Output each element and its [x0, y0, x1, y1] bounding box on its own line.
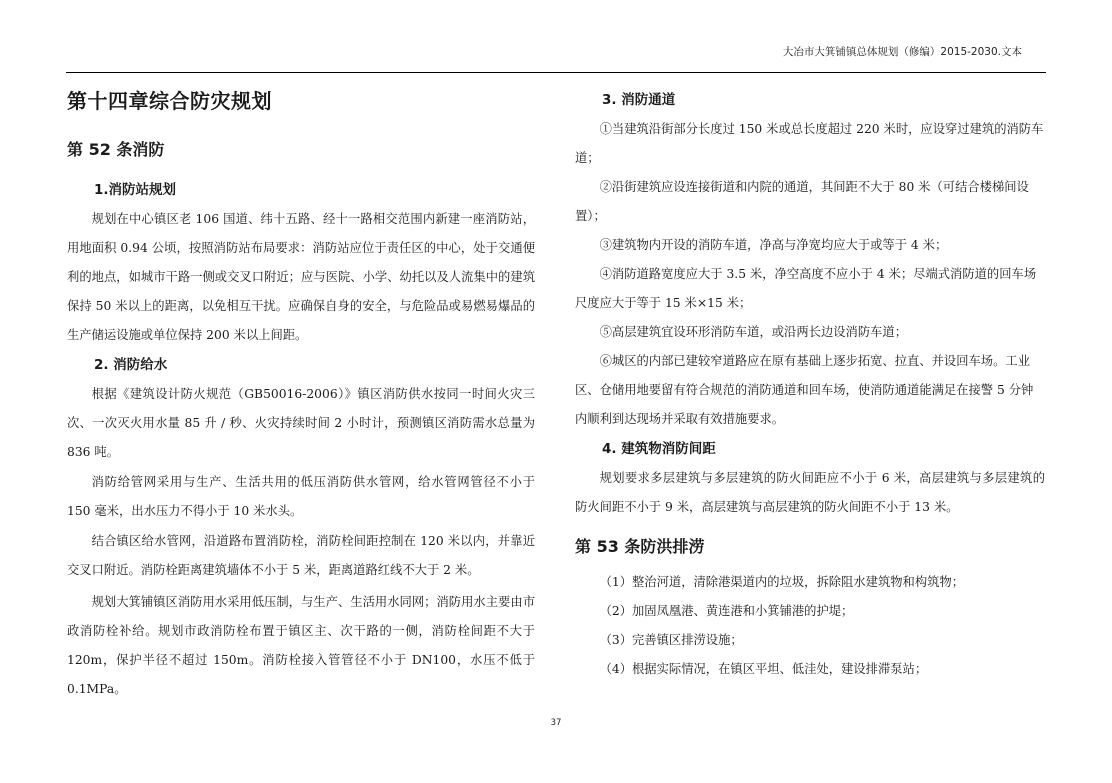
flood-control-item: （1）整治河道，清除港渠道内的垃圾，拆除阻水建筑物和构筑物；	[599, 575, 965, 589]
flood-control-item: （3）完善镇区排涝设施；	[599, 633, 743, 647]
fire-access-item: ⑤高层建筑宜设环形消防车道，或沿两长边设消防车道；	[599, 325, 908, 339]
fire-access-item: ②沿街建筑应设连接街道和内院的通道，其间距不大于 80 米（可结合楼梯间设置）；	[575, 180, 1029, 223]
page-number: 37	[550, 718, 562, 728]
fire-spacing-paragraph: 规划要求多层建筑与多层建筑的防火间距应不小于 6 米，高层建筑与多层建筑的防火间距不小于 9 米，高层建筑与高层建筑的防火间距不小于 13 米。	[575, 471, 1045, 514]
article-52-title: 第 52 条消防	[67, 140, 165, 159]
document-header: 大冶市大箕铺镇总体规划（修编）2015-2030.文本	[782, 46, 1022, 58]
flood-control-item: （2）加固凤凰港、黄连港和小箕铺港的护堤；	[599, 604, 854, 618]
fire-water-paragraph-1: 根据《建筑设计防火规范（GB50016-2006）》镇区消防供水按同一时间火灾三次、一次灭火用水量 85 升 / 秒、火灾持续时间 2 小时计，预测镇区消防需水总量为 836 吨。	[67, 387, 535, 459]
article-53-title: 第 53 条防洪排涝	[575, 537, 705, 556]
fire-access-item: ①当建筑沿街部分长度过 150 米或总长度超过 220 米时，应设穿过建筑的消防车道；	[575, 122, 1044, 165]
flood-control-item: （4）根据实际情况，在镇区平坦、低洼处，建设排滞泵站；	[599, 662, 928, 676]
right-column	[575, 86, 1045, 684]
fire-access-item: ⑥城区的内部已建较窄道路应在原有基础上逐步拓宽、拉直、并设回车场。工业区、仓储用地要留有符合规范的消防通道和回车场，使消防通道能满足在接警 5 分钟内顺利到达现场并采取有效措施要求。	[575, 354, 1034, 426]
section-fire-water-title: 2. 消防给水	[94, 357, 168, 373]
section-fire-spacing-title: 4. 建筑物消防间距	[602, 441, 716, 457]
left-column	[67, 86, 535, 704]
header-rule	[66, 72, 1046, 73]
fire-access-item: ③建筑物内开设的消防车道，净高与净宽均应大于或等于 4 米；	[599, 238, 948, 252]
section-fire-access-title: 3. 消防通道	[602, 92, 676, 108]
chapter-title: 第十四章综合防灾规划	[67, 89, 272, 113]
fire-water-paragraph-4: 规划大箕铺镇区消防用水采用低压制，与生产、生活用水同网；消防用水主要由市政消防栓补给。规划市政消防栓布置于镇区主、次干路的一侧，消防栓间距不大于 120m，保护半径不超过 150m。消防栓接入管管径不小于 DN100，水压不低于 0.1MPa。	[67, 595, 535, 696]
section-fire-station-title: 1.消防站规划	[94, 182, 177, 198]
fire-water-paragraph-2: 消防给管网采用与生产、生活共用的低压消防供水管网，给水管网管径不小于 150 毫米，出水压力不得小于 10 米水头。	[67, 475, 535, 518]
fire-access-item: ④消防道路宽度应大于 3.5 米，净空高度不应小于 4 米；尽端式消防道的回车场尺度应大于等于 15 米×15 米；	[575, 267, 1037, 310]
fire-station-paragraph: 规划在中心镇区老 106 国道、纬十五路、经十一路相交范围内新建一座消防站，用地面积 0.94 公顷，按照消防站布局要求：消防站应位于责任区的中心，处于交通便利的地点，如城市干路一侧或交叉口附近；应与医院、小学、幼托以及人流集中的建筑保持 50 米以上的距离，以免相互干扰。应确保自身的安全，与危险品或易燃易爆品的生产储运设施或单位保持 200 米以上间距。	[67, 212, 535, 342]
fire-water-paragraph-3: 结合镇区给水管网，沿道路布置消防栓，消防栓间距控制在 120 米以内，并靠近交叉口附近。消防栓距离建筑墙体不小于 5 米，距离道路红线不大于 2 米。	[67, 534, 535, 577]
